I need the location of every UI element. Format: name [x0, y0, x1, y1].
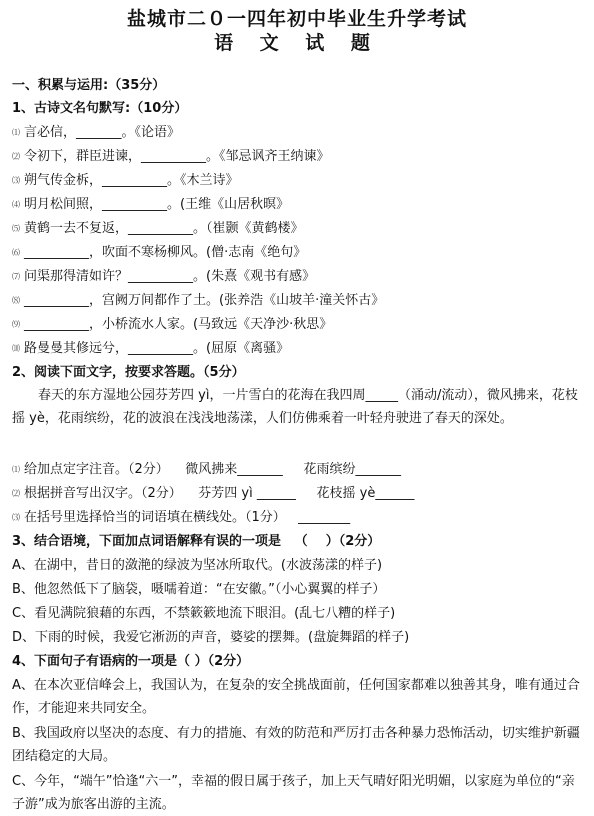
item-number: ⑴ [12, 128, 20, 137]
item-text: __________，吹面不寒杨柳风。(僧·志南《绝句》 [24, 245, 307, 260]
section-heading: 一、积累与运用:（35分） [12, 78, 166, 93]
item-text: 朔气传金柝，__________。《木兰诗》 [24, 173, 239, 188]
item-number: ⑵ [12, 489, 20, 498]
q1-item [12, 125, 180, 141]
item-number: ⑻ [12, 296, 20, 305]
item-text: __________，小桥流水人家。(马致远《天净沙·秋思》 [24, 317, 333, 332]
item-text: 令初下，群臣进谏，__________。《邹忌讽齐王纳谏》 [24, 149, 330, 164]
q1-item [12, 173, 239, 189]
q1-item [12, 341, 289, 357]
q1-item [12, 317, 332, 333]
item-number: ⑶ [12, 513, 20, 522]
q3-option-a: A、在湖中，昔日的潋滟的绿波为坚冰所取代。(水波荡漾的样子) [12, 558, 383, 573]
q1-item [12, 293, 384, 309]
item-number: ⑷ [12, 200, 20, 209]
q4-option-a: A、在本次亚信峰会上，我国认为，在复杂的安全挑战面前，任何国家都难以独善其身，唯有通过合作，才能迎来共同安全。 [12, 678, 580, 716]
q1-item [12, 245, 306, 261]
item-text: 根据拼音写出汉字。（2分） 芬芳四 yì ______ 花枝摇 yè______ [24, 486, 415, 501]
q1-item [12, 149, 330, 165]
item-text: 问渠那得清如许？__________。(朱熹《观书有感》 [24, 269, 316, 284]
item-text: __________，宫阙万间都作了土。(张养浩《山坡羊·潼关怀古》 [24, 293, 385, 308]
question-3-heading: 3、结合语境，下面加点词语解释有误的一项是 （ ）（2分） [12, 534, 381, 549]
item-number: ⑹ [12, 248, 20, 257]
exam-subtitle: 语 文 试 题 [214, 32, 380, 54]
question-4-heading: 4、下面句子有语病的一项是（ ）（2分） [12, 654, 250, 669]
item-number: ⑶ [12, 176, 20, 185]
q4-option-c: C、今年，“端午”恰逢“六一”，幸福的假日属于孩子，加上天气晴好阳光明媚，以家庭为单位的“亲子游”成为旅客出游的主流。 [12, 774, 575, 812]
reading-passage: 春天的东方湿地公园芬芳四 yì，一片雪白的花海在我四周_____（涌动/流动），微风拂来，花枝摇 yè，花雨缤纷，花的波浪在浅浅地荡漾，人们仿佛乘着一叶轻舟驶进了春天的深处。 [12, 388, 578, 426]
item-number: ⑼ [12, 320, 20, 329]
item-number: ⑽ [12, 344, 20, 353]
item-text: 黄鹤一去不复返，__________。（崔颢《黄鹤楼》 [24, 221, 304, 236]
q4-option-b: B、我国政府以坚决的态度、有力的措施、有效的防范和严厉打击各种暴力恐怖活动，切实维护新疆团结稳定的大局。 [12, 726, 580, 764]
q2-item [12, 510, 350, 526]
exam-title: 盐城市二０一四年初中毕业生升学考试 [126, 8, 467, 30]
question-2-heading: 2、阅读下面文字，按要求答题。（5分） [12, 365, 245, 380]
item-number: ⑵ [12, 152, 20, 161]
q1-item [12, 221, 304, 237]
q3-option-d: D、下雨的时候，我爱它淅沥的声音，婆娑的摆舞。(盘旋舞蹈的样子) [12, 630, 410, 645]
item-text: 给加点定字注音。（2分） 微风拂来_______ 花雨缤纷_______ [24, 462, 401, 477]
item-text: 明月松间照，__________。(王维《山居秋暝》 [24, 197, 290, 212]
item-text: 路曼曼其修远兮，__________。(屈原《离骚》 [24, 341, 290, 356]
item-text: 在括号里选择恰当的词语填在横线处。（1分） ________ [24, 510, 351, 525]
question-1-heading: 1、古诗文名句默写:（10分） [12, 101, 188, 116]
q3-option-c: C、看见满院狼藉的东西，不禁簌簌地流下眼泪。(乱七八糟的样子) [12, 606, 396, 621]
item-number: ⑸ [12, 224, 20, 233]
q2-item [12, 486, 414, 502]
item-number: ⑴ [12, 465, 20, 474]
item-number: ⑺ [12, 272, 20, 281]
item-text: 言必信，_______。《论语》 [24, 125, 181, 140]
q3-option-b: B、他忽然低下了脑袋，嗫嚅着道：“在安徽。”（小心翼翼的样子） [12, 582, 386, 597]
q2-item [12, 462, 401, 478]
q1-item [12, 197, 289, 213]
q1-item [12, 269, 315, 285]
